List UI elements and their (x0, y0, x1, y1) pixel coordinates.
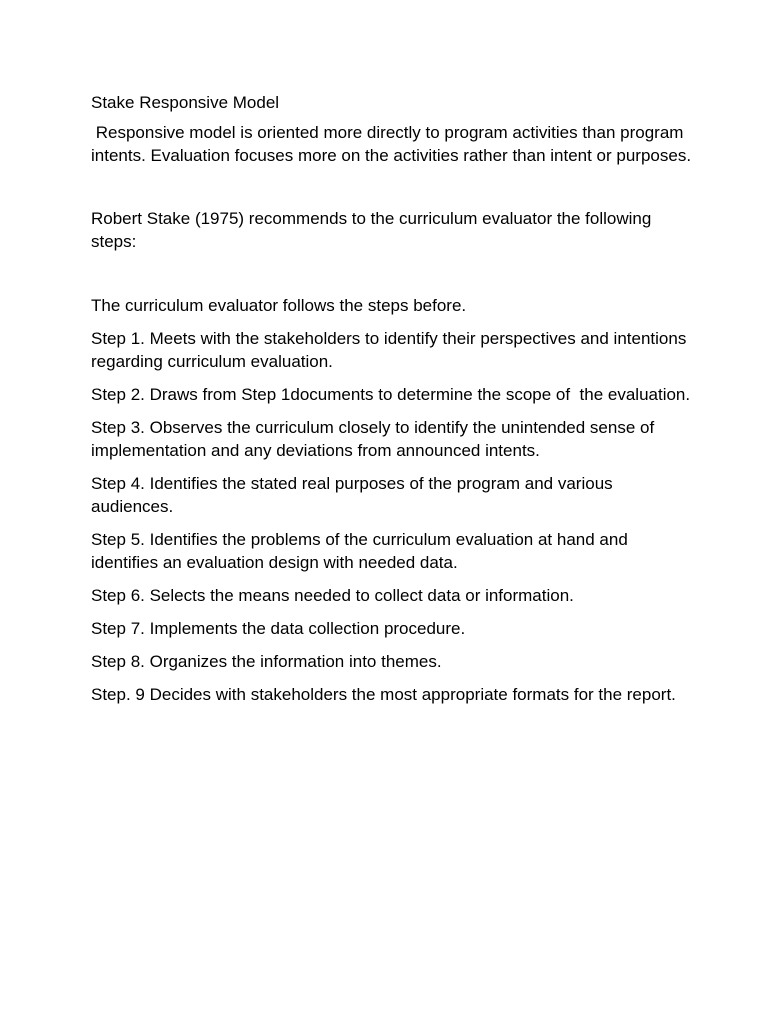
steps-list (91, 327, 698, 706)
step-item-6: Step 6. Selects the means needed to collect data or information. (91, 586, 574, 605)
step-item-5: Step 5. Identifies the problems of the curriculum evaluation at hand and identifies an evaluation design with needed data. (91, 530, 633, 572)
intro-paragraph: Responsive model is oriented more directly to program activities than program intents. Evaluation focuses more on the activities rather than intent or purposes. (91, 123, 692, 165)
step-item-7: Step 7. Implements the data collection procedure. (91, 619, 466, 638)
step-item-2: Step 2. Draws from Step 1documents to determine the scope of the evaluation. (91, 385, 691, 404)
steps-lead-paragraph: The curriculum evaluator follows the steps before. (91, 296, 467, 315)
step-item-1: Step 1. Meets with the stakeholders to identify their perspectives and intentions regarding curriculum evaluation. (91, 329, 692, 371)
step-item-3: Step 3. Observes the curriculum closely to identify the unintended sense of implementation and any deviations from announced intents. (91, 418, 659, 460)
step-item-8: Step 8. Organizes the information into themes. (91, 652, 442, 671)
step-item-4: Step 4. Identifies the stated real purposes of the program and various audiences. (91, 474, 618, 516)
step-item-9: Step. 9 Decides with stakeholders the most appropriate formats for the report. (91, 685, 676, 704)
recommendation-paragraph: Robert Stake (1975) recommends to the curriculum evaluator the following steps: (91, 209, 657, 251)
document-title: Stake Responsive Model (91, 93, 280, 112)
